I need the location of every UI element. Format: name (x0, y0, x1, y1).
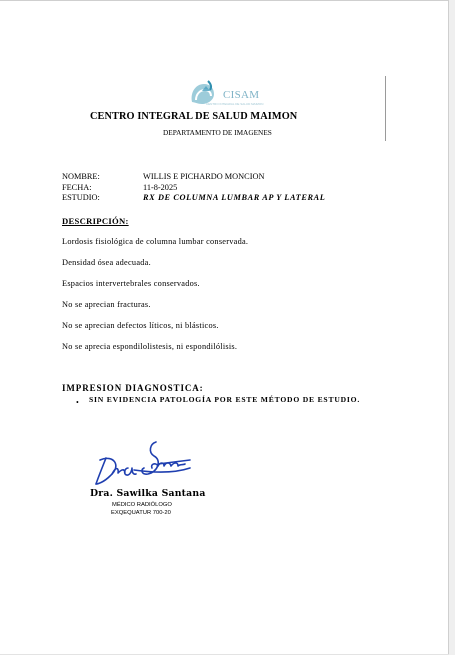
study-value: RX DE COLUMNA LUMBAR AP Y LATERAL (143, 193, 326, 202)
description-title: DESCRIPCIÓN: (62, 216, 129, 226)
logo-subtext: CENTRO INTEGRAL DE SALUD MAIMON (206, 102, 264, 106)
impression-item: SIN EVIDENCIA PATOLOGÍA POR ESTE MÉTODO DE ESTUDIO. (89, 395, 361, 404)
finding-item: No se aprecian defectos líticos, ni blásticos. (62, 321, 219, 330)
impression-title: IMPRESION DIAGNOSTICA: (62, 383, 204, 393)
handwritten-signature (92, 438, 192, 490)
finding-item: No se aprecian fracturas. (62, 300, 151, 309)
finding-item: Lordosis fisiológica de columna lumbar conservada. (62, 237, 249, 246)
name-label: NOMBRE: (62, 172, 100, 181)
page-shadow (449, 0, 455, 655)
signature-role: MÉDICO RADIÓLOGO (112, 502, 172, 508)
date-value: 11-8-2025 (143, 183, 178, 192)
finding-item: Espacios intervertebrales conservados. (62, 279, 200, 288)
bullet-icon: • (76, 398, 79, 407)
finding-item: No se aprecia espondilolistesis, ni espondilólisis. (62, 342, 238, 351)
department-title: DEPARTAMENTO DE IMAGENES (163, 128, 272, 137)
finding-item: Densidad ósea adecuada. (62, 258, 151, 267)
header-divider (385, 76, 386, 141)
name-value: WILLIS E PICHARDO MONCION (143, 172, 265, 181)
signature-exequatur: EXQEQUATUR 700-20 (111, 510, 171, 516)
logo-text: CISAM (223, 89, 260, 101)
date-label: FECHA: (62, 183, 92, 192)
study-label: ESTUDIO: (62, 193, 100, 202)
cisam-logo (186, 78, 264, 110)
center-title: CENTRO INTEGRAL DE SALUD MAIMON (90, 111, 298, 122)
page-border (0, 0, 449, 1)
signature-name: Dra. Sawilka Santana (90, 488, 206, 499)
